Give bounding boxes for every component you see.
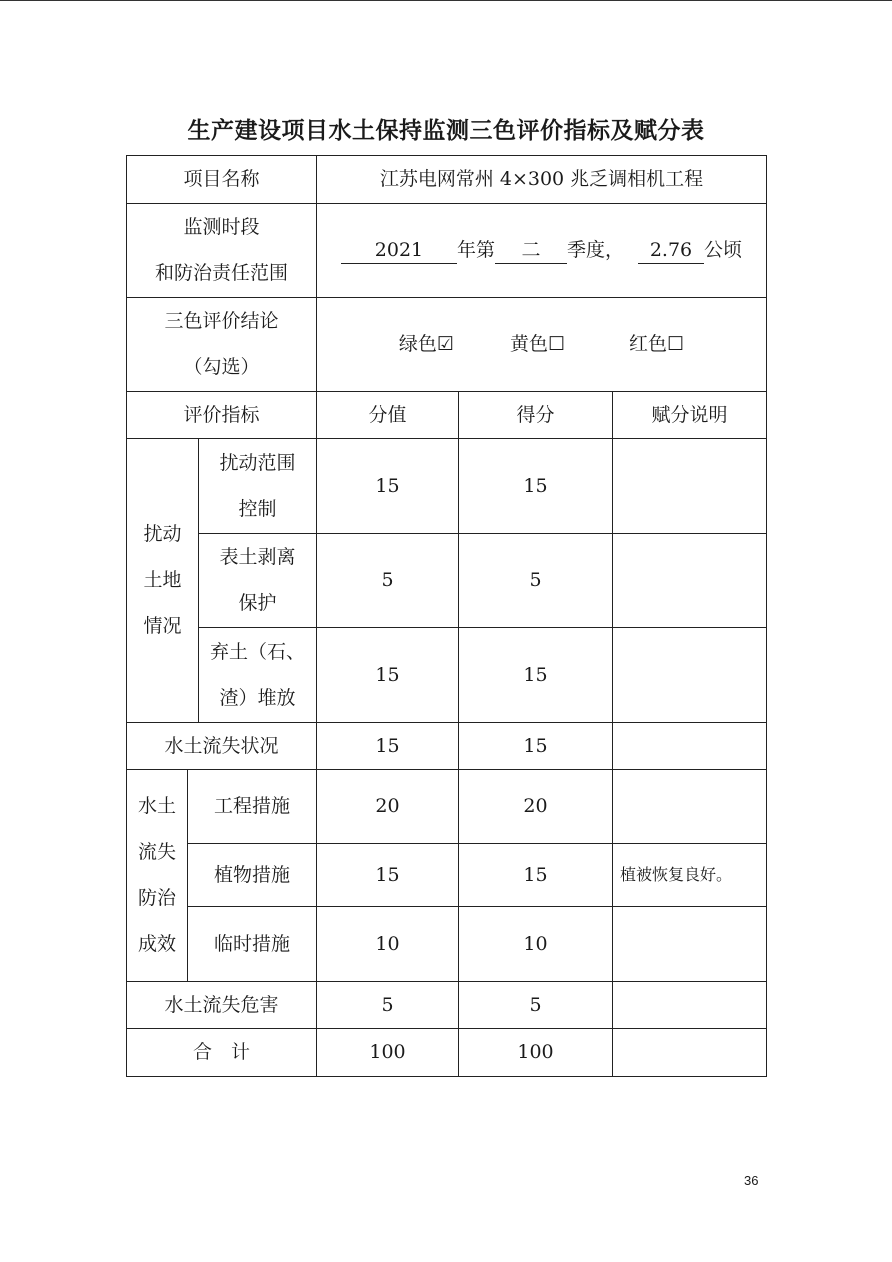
page-top-border — [0, 0, 892, 1]
row-topsoil-note — [612, 533, 767, 627]
red-checkbox[interactable]: 红色☐ — [629, 333, 685, 355]
row-erosion-status-label: 水土流失状况 — [164, 734, 279, 757]
row-vegetation-score: 15 — [523, 863, 548, 886]
group-disturbed-land-label: 扰动 土地 情况 — [143, 523, 182, 637]
yellow-checkbox[interactable]: 黄色☐ — [509, 333, 566, 355]
row-topsoil-label: 表土剥离 保护 — [219, 546, 296, 614]
period-year: 2021 — [341, 237, 457, 264]
row-engineering-max: 20 — [375, 795, 400, 817]
row-erosion-hazard-score: 5 — [529, 993, 542, 1016]
row-erosion-status-score: 15 — [523, 734, 548, 757]
row-spoil-score: 15 — [523, 663, 548, 686]
period-quarter: 二 — [495, 237, 567, 264]
row-spoil-max: 15 — [375, 663, 400, 686]
row-vegetation-note: 植被恢复良好。 — [620, 864, 733, 884]
row-temporary-note — [612, 906, 767, 981]
row-topsoil-score: 5 — [529, 569, 542, 591]
row-erosion-status-note — [612, 722, 767, 769]
row-engineering-note — [612, 769, 767, 843]
row-topsoil-max: 5 — [381, 569, 394, 591]
row-vegetation-label: 植物措施 — [213, 863, 290, 886]
row-disturbance-control-label: 扰动范围 控制 — [219, 451, 296, 520]
row-erosion-status-max: 15 — [375, 734, 400, 757]
row-vegetation-max: 15 — [375, 863, 400, 886]
header-indicator: 评价指标 — [183, 403, 260, 426]
row-engineering-label: 工程措施 — [213, 795, 290, 817]
row-disturbance-control-score: 15 — [523, 474, 548, 497]
page-title: 生产建设项目水土保持监测三色评价指标及赋分表 — [187, 118, 705, 144]
row-engineering-score: 20 — [523, 795, 548, 817]
row-spoil-label: 弃土（石、 渣）堆放 — [209, 640, 305, 709]
header-max-score: 分值 — [368, 403, 407, 426]
row-disturbance-control-max: 15 — [375, 474, 400, 497]
project-name-value: 江苏电网常州 4×300 兆乏调相机工程 — [379, 168, 704, 190]
row-erosion-hazard-label: 水土流失危害 — [164, 993, 279, 1016]
header-note: 赋分说明 — [651, 403, 728, 426]
row-spoil-note — [612, 627, 767, 722]
green-checkbox[interactable]: 绿色☑ — [398, 333, 454, 355]
row-total-label: 合 计 — [192, 1041, 250, 1063]
monitoring-period-value: 2021 年第 二 季度， 2.76 公顷 — [316, 203, 767, 297]
row-total-note — [612, 1028, 767, 1076]
row-erosion-hazard-note — [612, 981, 767, 1028]
row-total-score: 100 — [517, 1041, 554, 1063]
row-temporary-score: 10 — [523, 932, 548, 955]
row-erosion-hazard-max: 5 — [381, 993, 394, 1016]
row-total-max: 100 — [369, 1041, 406, 1063]
row-temporary-label: 临时措施 — [213, 932, 290, 955]
page-number: 36 — [744, 1173, 759, 1188]
header-score: 得分 — [516, 403, 555, 426]
group-prevention-label: 水土 流失 防治 成效 — [137, 795, 176, 955]
period-area: 2.76 — [638, 237, 704, 264]
row-disturbance-control-note — [612, 438, 767, 533]
monitoring-period-label: 监测时段 和防治责任范围 — [154, 216, 288, 284]
conclusion-label: 三色评价结论 （勾选） — [164, 310, 279, 378]
row-temporary-max: 10 — [375, 932, 400, 955]
conclusion-options — [316, 297, 767, 391]
project-name-label: 项目名称 — [183, 168, 260, 190]
